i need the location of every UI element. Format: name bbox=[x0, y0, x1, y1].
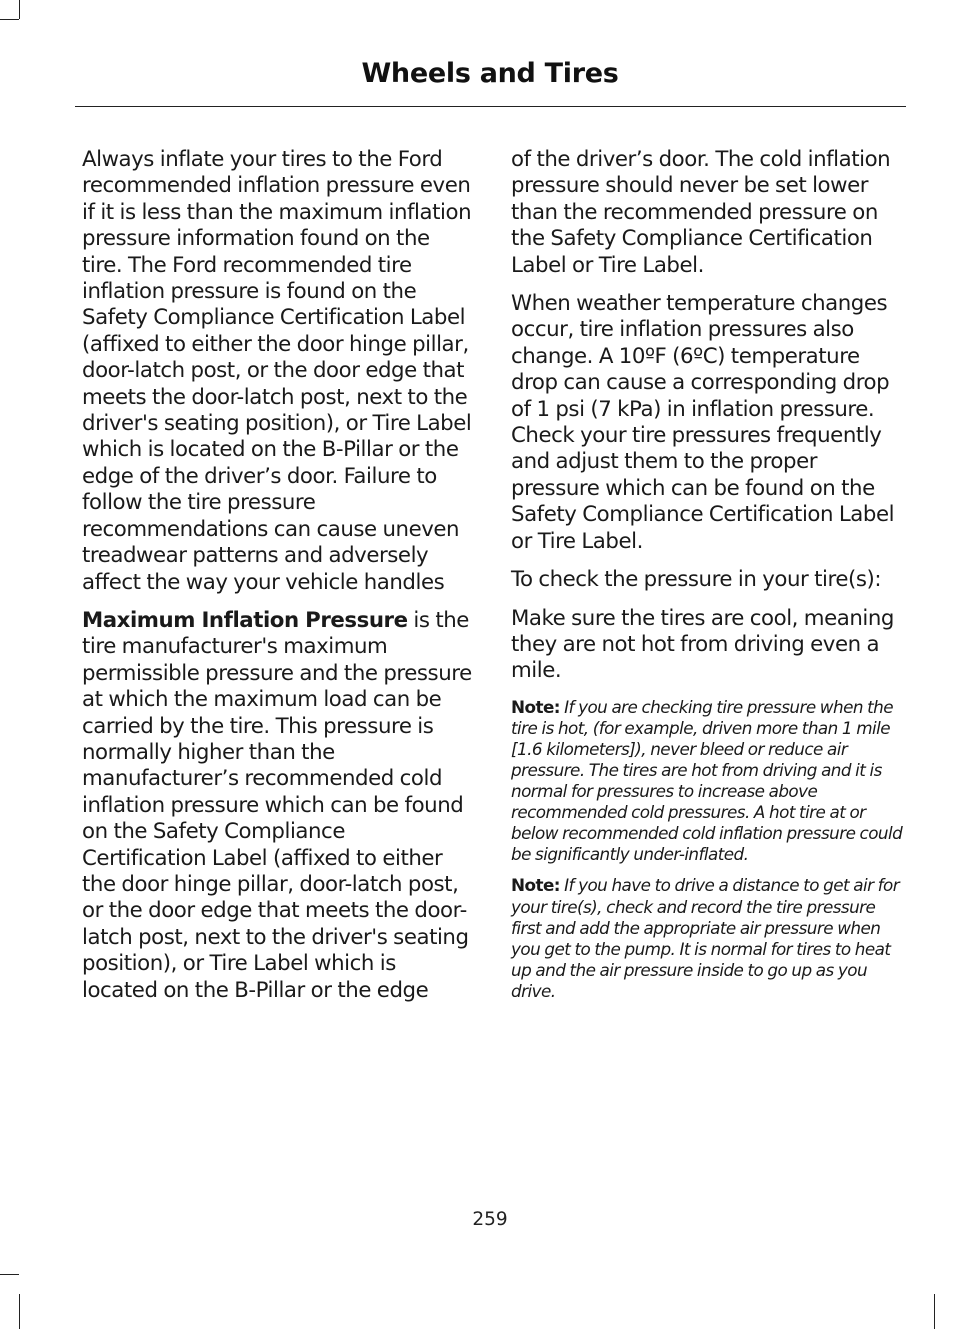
paragraph-cold-inflation-pressure: of the driver’s door. The cold inflation pressure should never be set lower than the recommended pressure on the Safety Compliance Certification Label or Tire Label. bbox=[511, 147, 891, 278]
term-maximum-inflation-pressure: Maximum Inflation Pressure bbox=[82, 607, 408, 633]
left-column bbox=[82, 147, 474, 1016]
note-label: Note: bbox=[511, 875, 560, 896]
right-column bbox=[511, 147, 903, 1012]
paragraph-tires-cool: Make sure the tires are cool, meaning they are not hot from driving even a mile. bbox=[511, 605, 894, 684]
paragraph-maximum-inflation-pressure bbox=[82, 608, 474, 1004]
crop-mark-top-left-horizontal bbox=[0, 19, 19, 20]
note-hot-tire bbox=[511, 697, 903, 866]
paragraph-maximum-inflation-pressure-text: is the tire manufacturer's maximum permissible pressure and the pressure at which the maximum load can be carried by the tire. This pressure is normally higher than the manufacturer’s recommended cold inflation pressure which can be found on the Safety Compliance Certification Label (affixed to either the door hinge pillar, door-latch post, or the door edge that meets the door-latch post, next to the driver's seating position), or Tire Label which is located on the B-Pillar or the edge bbox=[82, 607, 472, 1003]
page-title: Wheels and Tires bbox=[361, 58, 619, 89]
title-divider bbox=[75, 106, 906, 107]
paragraph-inflation-recommendation: Always inflate your tires to the Ford recommended inflation pressure even if it is less than the maximum inflation pressure information found on the tire. The Ford recommended tire inflation pressure is found on the Safety Compliance Certification Label (affixed to either the door hinge pillar, door-latch post, or the door edge that meets the door-latch post, next to the driver's seating position), or Tire Label which is located on the B-Pillar or the edge of the driver’s door. Failure to follow the tire pressure recommendations can cause uneven treadwear patterns and adversely affect the way your vehicle handles bbox=[82, 147, 472, 595]
crop-mark-top-left-vertical bbox=[19, 0, 20, 19]
paragraph-check-pressure-intro: To check the pressure in your tire(s): bbox=[511, 567, 882, 593]
note-text: If you have to drive a distance to get air for your tire(s), check and record the tire pressure first and add the appropriate air pressure when you get to the pump. It is normal for tires to heat up and the air pressure inside to go up as you drive. bbox=[511, 875, 900, 1001]
crop-mark-bottom-right-vertical bbox=[934, 1294, 935, 1329]
note-drive-distance bbox=[511, 875, 903, 1002]
crop-mark-bottom-left-horizontal bbox=[0, 1274, 19, 1275]
paragraph-weather-temperature: When weather temperature changes occur, tire inflation pressures also change. A 10ºF (6ºC) temperature drop can cause a corresponding drop of 1 psi (7 kPa) in inflation pressure. Check your tire pressures frequently and adjust them to the proper pressure which can be found on the Safety Compliance Certification Label or Tire Label. bbox=[511, 291, 895, 554]
note-text: If you are checking tire pressure when the tire is hot, (for example, driven more than 1 mile [1.6 kilometers]), never bleed or reduce air pressure. The tires are hot from driving and it is normal for pressures to increase above recommended cold pressures. A hot tire at or below recommended cold inflation pressure could be significantly under-inflated. bbox=[511, 696, 903, 865]
crop-mark-bottom-left-vertical bbox=[19, 1294, 20, 1329]
page-number: 259 bbox=[472, 1209, 508, 1230]
note-label: Note: bbox=[511, 696, 560, 717]
